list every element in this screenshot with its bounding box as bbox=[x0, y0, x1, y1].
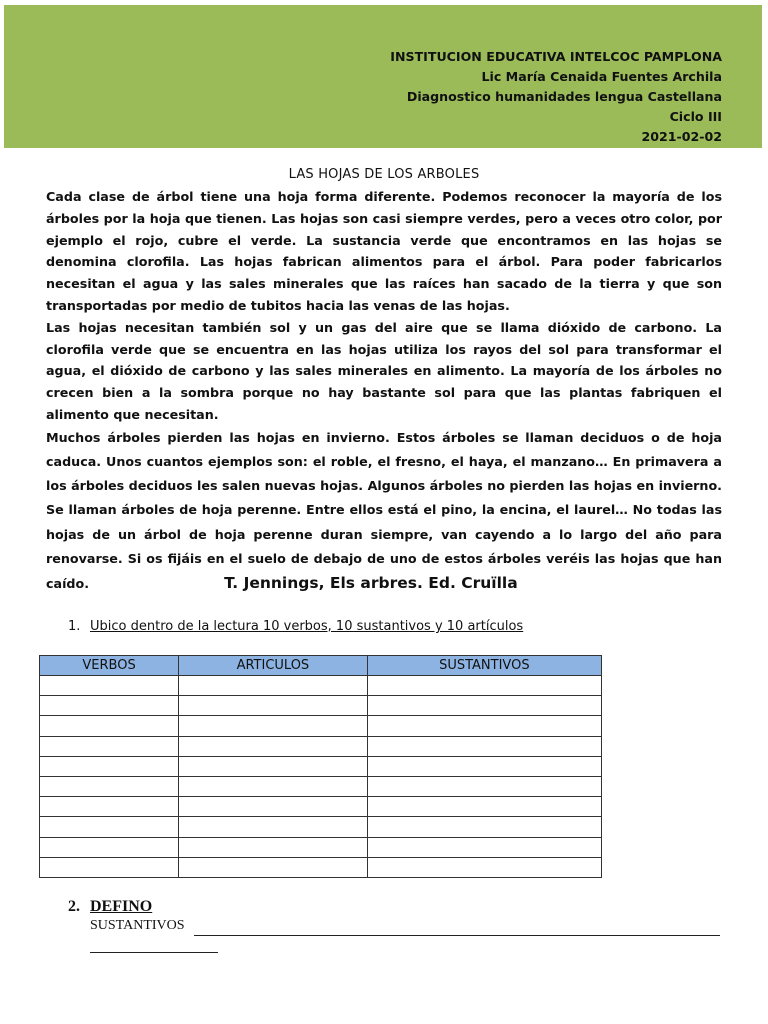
column-sustantivos: SUSTANTIVOS bbox=[367, 656, 601, 676]
table-row bbox=[40, 676, 602, 696]
question-2 bbox=[68, 898, 152, 916]
subject-name: Diagnostico humanidades lengua Castellana bbox=[406, 89, 722, 104]
reading-paragraph-3-text: Muchos árboles pierden las hojas en invierno. Estos árboles se llaman deciduos o de hoja caduca. Unos cuantos ejemplos son: el roble, el fresno, el haya, el manzano… En primavera a los árboles deciduos les salen nuevas hojas. Algunos árboles no pierden las hojas en invierno. Se llaman árboles de hoja perenne. Entre ellos está el pino, la encina, el laurel… No todas las hojas de un árbol de hoja perenne duran siempre, van cayendo a lo largo del año para renovarse. Si os fijáis en el suelo de debajo de uno de estos árboles veréis las hojas que han caído. bbox=[46, 429, 722, 591]
question-1-text: Ubico dentro de la lectura 10 verbos, 10 sustantivos y 10 artículos bbox=[90, 619, 524, 634]
table-cell[interactable] bbox=[179, 676, 368, 696]
column-articulos: ARTICULOS bbox=[179, 656, 368, 676]
reading-title: LAS HOJAS DE LOS ARBOLES bbox=[288, 167, 480, 182]
table-cell[interactable] bbox=[367, 676, 601, 696]
table-cell[interactable] bbox=[179, 837, 368, 857]
words-table-header bbox=[40, 656, 602, 676]
question-2-text: DEFINO bbox=[90, 898, 153, 915]
column-verbos: VERBOS bbox=[40, 656, 179, 676]
cycle-label: Ciclo III bbox=[669, 109, 722, 124]
table-row bbox=[40, 716, 602, 736]
table-row bbox=[40, 857, 602, 877]
reading-paragraph-1: Cada clase de árbol tiene una hoja forma diferente. Podemos reconocer la mayoría de los árboles por la hoja que tienen. Las hojas son casi siempre verdes, pero a veces otro color, por ejemplo el rojo, cubre el verde. La sustancia verde que encontramos en las hojas se denomina clorofila. Las hojas fabrican alimentos para el árbol. Para poder fabricarlos necesitan el agua y las sales minerales que las raíces han sacado de la tierra y que son transportadas por medio de tubitos hacia las venas de las hojas. bbox=[46, 189, 722, 313]
table-cell[interactable] bbox=[179, 776, 368, 796]
question-2-number: 2. bbox=[68, 898, 80, 915]
table-cell[interactable] bbox=[40, 716, 179, 736]
table-row bbox=[40, 756, 602, 776]
reading-attribution: T. Jennings, Els arbres. Ed. Cruïlla bbox=[224, 573, 518, 592]
table-cell[interactable] bbox=[367, 756, 601, 776]
table-cell[interactable] bbox=[367, 797, 601, 817]
table-cell[interactable] bbox=[179, 817, 368, 837]
reading-text bbox=[46, 186, 722, 596]
institution-name: INSTITUCION EDUCATIVA INTELCOC PAMPLONA bbox=[390, 49, 722, 64]
header-info bbox=[390, 47, 722, 147]
table-cell[interactable] bbox=[40, 817, 179, 837]
reading-paragraph-2: Las hojas necesitan también sol y un gas del aire que se llama dióxido de carbono. La clorofila verde que se encuentra en las hojas utiliza los rayos del sol para transformar el agua, el dióxido de carbono y las sales minerales en alimento. La mayoría de los árboles no crecen bien a la sombra porque no hay bastante sol para que las plantas fabriquen el alimento que necesitan. bbox=[46, 319, 722, 422]
table-cell[interactable] bbox=[40, 676, 179, 696]
table-cell[interactable] bbox=[367, 837, 601, 857]
table-cell[interactable] bbox=[367, 817, 601, 837]
table-cell[interactable] bbox=[179, 756, 368, 776]
table-cell[interactable] bbox=[367, 736, 601, 756]
table-cell[interactable] bbox=[40, 837, 179, 857]
table-cell[interactable] bbox=[367, 776, 601, 796]
sustantivos-label: SUSTANTIVOS bbox=[90, 918, 185, 933]
teacher-name: Lic María Cenaida Fuentes Archila bbox=[481, 69, 722, 84]
table-cell[interactable] bbox=[367, 857, 601, 877]
table-row bbox=[40, 736, 602, 756]
question-1-number: 1. bbox=[68, 619, 81, 634]
table-cell[interactable] bbox=[40, 756, 179, 776]
table-cell[interactable] bbox=[40, 776, 179, 796]
table-cell[interactable] bbox=[40, 736, 179, 756]
table-row bbox=[40, 776, 602, 796]
table-cell[interactable] bbox=[367, 696, 601, 716]
table-cell[interactable] bbox=[179, 696, 368, 716]
table-row bbox=[40, 696, 602, 716]
header-banner bbox=[4, 5, 762, 148]
answer-line[interactable] bbox=[194, 935, 720, 936]
answer-line-continuation[interactable] bbox=[90, 952, 218, 953]
table-cell[interactable] bbox=[179, 736, 368, 756]
document-date: 2021-02-02 bbox=[641, 129, 722, 144]
table-row bbox=[40, 837, 602, 857]
table-cell[interactable] bbox=[40, 797, 179, 817]
table-cell[interactable] bbox=[367, 716, 601, 736]
table-cell[interactable] bbox=[40, 696, 179, 716]
table-row bbox=[40, 797, 602, 817]
question-1 bbox=[68, 619, 523, 634]
table-cell[interactable] bbox=[179, 797, 368, 817]
table-row bbox=[40, 817, 602, 837]
table-cell[interactable] bbox=[179, 857, 368, 877]
reading-paragraph-3 bbox=[46, 426, 722, 596]
table-cell[interactable] bbox=[179, 716, 368, 736]
table-cell[interactable] bbox=[40, 857, 179, 877]
words-table bbox=[39, 655, 602, 878]
